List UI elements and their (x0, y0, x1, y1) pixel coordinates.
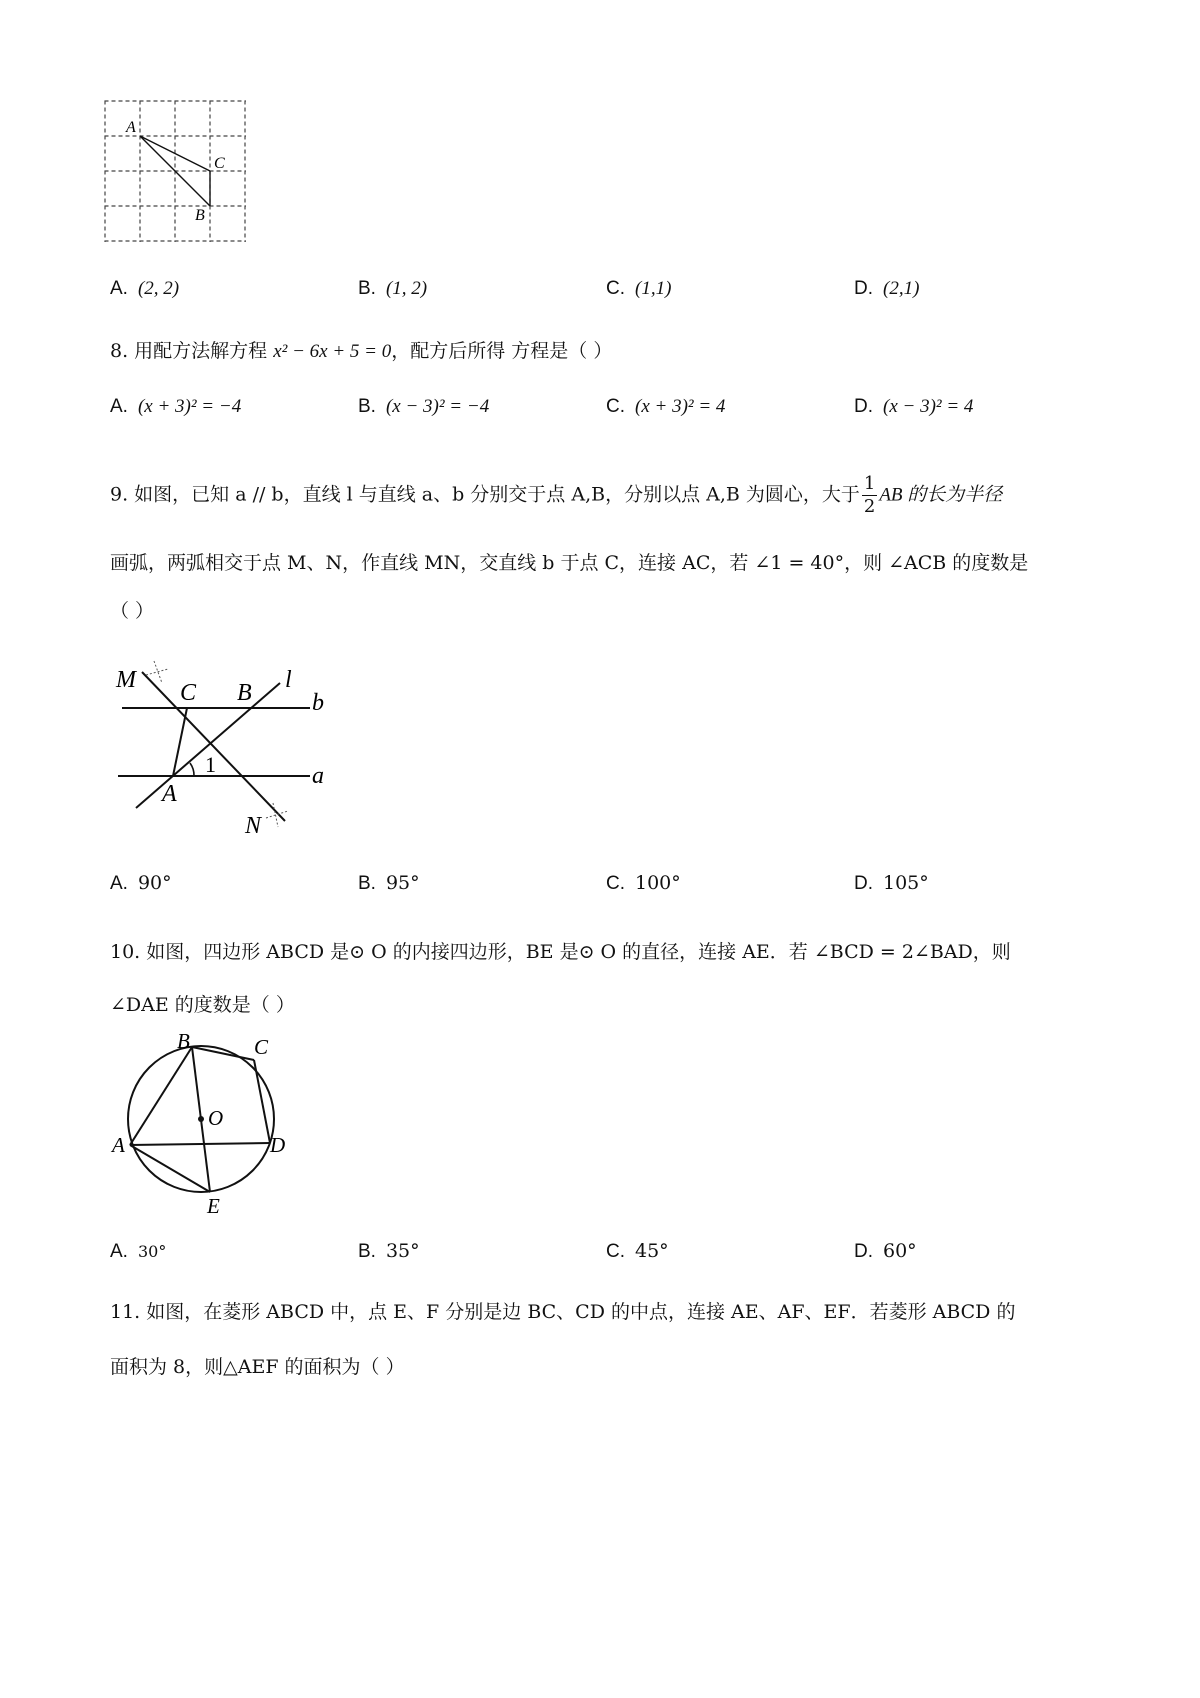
label-C: C (254, 1035, 269, 1059)
q9-stem-line1: 9. 如图，已知 a // b，直线 l 与直线 a、b 分别交于点 A,B，分别以点 A,B 为圆心，大于 $\frac{1}{2}$ AB 的长为半径 (110, 473, 1003, 517)
q11-stem-line1: 11. 如图，在菱形 ABCD 中，点 E、F 分别是边 BC、CD 的中点，连接 AE、AF、EF．若菱形 ABCD 的 (110, 1301, 1016, 1323)
q11-stem-line2: 面积为 8，则△AEF 的面积为（ ） (110, 1356, 405, 1378)
center-dot (198, 1116, 204, 1122)
q9-option-c[interactable]: C. 100° (606, 872, 681, 894)
label-A: A (126, 119, 136, 136)
q10-option-c[interactable]: C. 45° (606, 1240, 669, 1262)
label-A: A (112, 1133, 125, 1157)
q9-stem-line2: 画弧，两弧相交于点 M、N，作直线 MN，交直线 b 于点 C，连接 AC，若 ∠1 = 40°，则 ∠ACB 的度数是 (110, 552, 1029, 574)
label-B: B (237, 680, 252, 706)
q10-option-b[interactable]: B. 35° (358, 1240, 420, 1262)
angle-1-arc (190, 763, 194, 776)
q10-option-a[interactable]: A. 30° (110, 1241, 167, 1262)
q9-fraction: $\frac{1}{2}$ (863, 473, 876, 517)
q9-option-b[interactable]: B. 95° (358, 872, 420, 894)
q9-option-d[interactable]: D. 105° (854, 872, 929, 894)
q7-grid-figure (104, 100, 254, 250)
label-E: E (207, 1194, 220, 1218)
label-b: b (312, 690, 324, 716)
q8-option-c[interactable]: C. (x + 3)² = 4 (606, 396, 726, 417)
q8-option-a[interactable]: A. (x + 3)² = −4 (110, 396, 242, 417)
q8-stem: 8. 用配方法解方程 x² − 6x + 5 = 0，配方后所得 方程是（ ） (110, 340, 613, 362)
label-A: A (162, 781, 177, 807)
label-N: N (245, 813, 262, 839)
q7-option-a[interactable]: A. (2, 2) (110, 278, 180, 299)
q10-stem-line2: ∠DAE 的度数是（ ） (110, 994, 295, 1016)
q10-option-d[interactable]: D. 60° (854, 1240, 917, 1262)
q7-option-c[interactable]: C. (1,1) (606, 278, 672, 299)
label-1: 1 (205, 752, 216, 777)
q10-stem-line1: 10. 如图，四边形 ABCD 是⊙ O 的内接四边形，BE 是⊙ O 的直径，连接 AE．若 ∠BCD = 2∠BAD，则 (110, 941, 1011, 963)
q8-option-b[interactable]: B. (x − 3)² = −4 (358, 396, 490, 417)
label-a: a (312, 763, 324, 789)
q9-figure (110, 655, 370, 845)
label-O: O (208, 1106, 224, 1130)
label-l: l (285, 667, 292, 693)
q8-equation: x² − 6x + 5 = 0 (273, 341, 392, 362)
label-B: B (177, 1030, 190, 1053)
q8-option-d[interactable]: D. (x − 3)² = 4 (854, 396, 974, 417)
label-C: C (180, 680, 197, 706)
q7-option-d[interactable]: D. (2,1) (854, 278, 920, 299)
label-B: B (195, 207, 205, 224)
q7-option-b[interactable]: B. (1, 2) (358, 278, 428, 299)
line-l (136, 683, 280, 808)
label-M: M (116, 667, 136, 693)
q10-figure (110, 1030, 300, 1220)
q9-option-a[interactable]: A. 90° (110, 872, 172, 894)
label-D: D (270, 1133, 286, 1157)
label-C: C (214, 155, 225, 172)
q9-stem-line3: （ ） (110, 600, 155, 622)
